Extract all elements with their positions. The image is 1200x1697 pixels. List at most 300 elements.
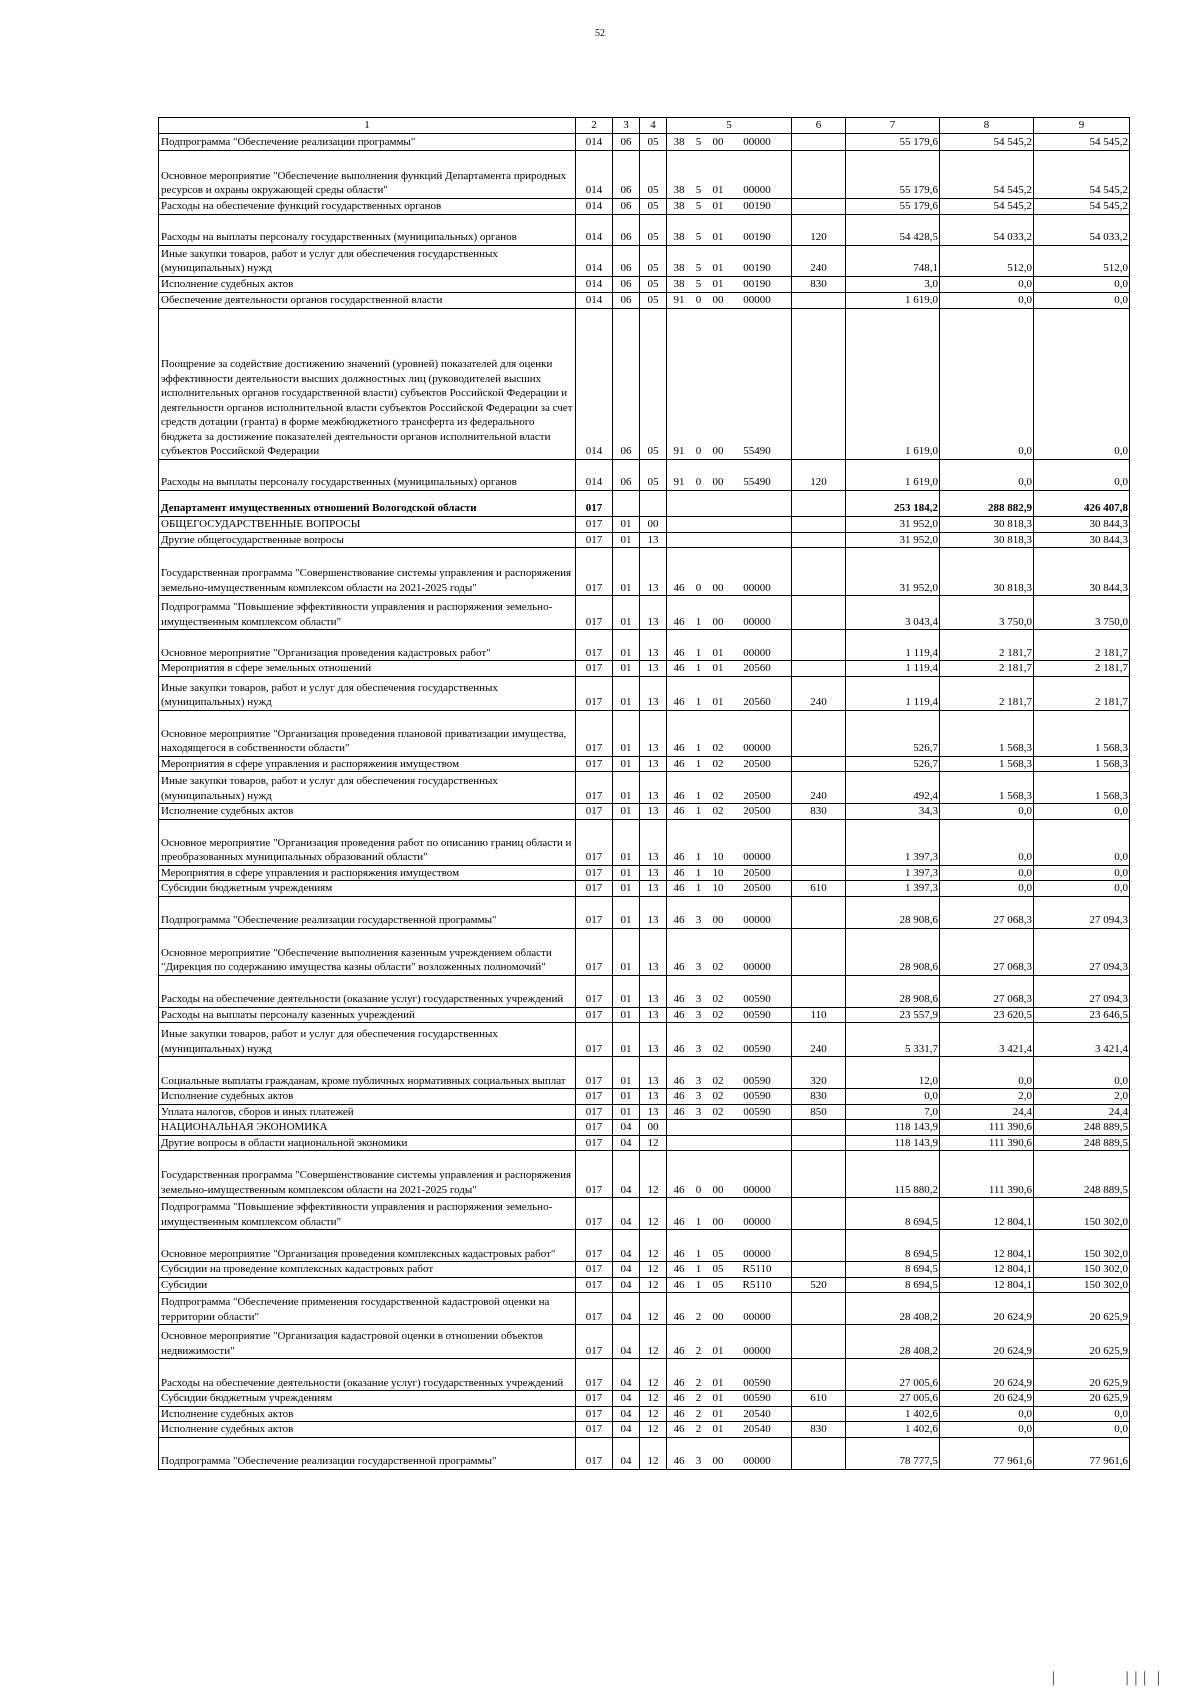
subsection-code-cell: 13 <box>640 630 667 661</box>
target-article-cell <box>667 1406 792 1422</box>
amount-cell-col9: 1 568,3 <box>1034 756 1130 772</box>
target-article-part: 3 <box>695 1090 702 1102</box>
target-article-part: 00 <box>712 615 724 628</box>
target-article-cell <box>667 1277 792 1293</box>
subsection-code-cell: 13 <box>640 676 667 710</box>
subsection-code-cell: 12 <box>640 1230 667 1262</box>
target-article-part: 00190 <box>743 200 771 212</box>
amount-cell-col7: 1 402,6 <box>846 1422 940 1438</box>
amount-cell-col8: 0,0 <box>940 276 1034 292</box>
amount-cell-col8: 20 624,9 <box>940 1293 1034 1325</box>
expense-type-cell <box>792 1437 846 1469</box>
subsection-code-cell: 05 <box>640 276 667 292</box>
target-article-part: 91 <box>673 445 685 457</box>
target-article-part: 20500 <box>743 805 771 817</box>
target-article-cell <box>667 1437 792 1469</box>
section-code-cell: 01 <box>613 630 640 661</box>
amount-cell-col9: 0,0 <box>1034 459 1130 490</box>
section-code-cell: 06 <box>613 214 640 245</box>
target-article-part: 20540 <box>743 1407 771 1420</box>
target-article-part: 46 <box>673 646 685 659</box>
target-article-part: 1 <box>695 1247 702 1260</box>
target-article-part: 5 <box>695 262 702 274</box>
section-code-cell: 04 <box>613 1391 640 1407</box>
section-code-cell: 06 <box>613 133 640 150</box>
target-article-part: 01 <box>712 231 724 243</box>
target-article-cell <box>667 1057 792 1089</box>
target-article-part: 46 <box>673 1090 685 1102</box>
subsection-code-cell: 13 <box>640 1104 667 1120</box>
amount-cell-col7: 34,3 <box>846 804 940 820</box>
amount-cell-col7: 8 694,5 <box>846 1230 940 1262</box>
amount-cell-col9: 2 181,7 <box>1034 676 1130 710</box>
subsection-code-cell: 12 <box>640 1262 667 1278</box>
section-code-cell: 04 <box>613 1422 640 1438</box>
subsection-code-cell: 13 <box>640 756 667 772</box>
amount-cell-col7: 27 005,6 <box>846 1391 940 1407</box>
expense-type-cell <box>792 150 846 198</box>
section-code-cell: 01 <box>613 516 640 532</box>
target-article-part: 00000 <box>743 742 771 754</box>
ministry-code-cell: 017 <box>576 772 613 804</box>
target-article-part: 00000 <box>743 646 771 659</box>
amount-cell-col9: 27 094,3 <box>1034 896 1130 928</box>
row-name-cell: Расходы на обеспечение функций государственных органов <box>159 198 576 214</box>
section-code-cell: 01 <box>613 596 640 630</box>
target-article-part: 02 <box>712 1042 724 1055</box>
section-code-cell: 06 <box>613 198 640 214</box>
ministry-code-cell: 014 <box>576 292 613 308</box>
target-article-cell <box>667 630 792 661</box>
expense-type-cell <box>792 1230 846 1262</box>
subsection-code-cell: 13 <box>640 804 667 820</box>
section-code-cell: 01 <box>613 676 640 710</box>
amount-cell-col7: 55 179,6 <box>846 198 940 214</box>
table-row <box>159 490 1130 516</box>
table-row <box>159 1406 1130 1422</box>
section-code-cell: 01 <box>613 1089 640 1105</box>
target-article-cell <box>667 292 792 308</box>
amount-cell-col7: 7,0 <box>846 1104 940 1120</box>
ministry-code-cell: 017 <box>576 896 613 928</box>
table-row <box>159 276 1130 292</box>
target-article-part: 46 <box>673 851 685 863</box>
expense-type-cell: 830 <box>792 276 846 292</box>
table-row <box>159 532 1130 548</box>
amount-cell-col8: 111 390,6 <box>940 1120 1034 1136</box>
target-article-cell <box>667 1120 792 1136</box>
section-code-cell: 01 <box>613 532 640 548</box>
amount-cell-col9: 0,0 <box>1034 881 1130 897</box>
row-name-cell: Основное мероприятие "Организация проведения комплексных кадастровых работ" <box>159 1230 576 1262</box>
amount-cell-col9: 248 889,5 <box>1034 1120 1130 1136</box>
header-cell: 8 <box>940 118 1034 134</box>
amount-cell-col7: 28 408,2 <box>846 1325 940 1359</box>
budget-table <box>158 117 1130 1470</box>
amount-cell-col8: 0,0 <box>940 459 1034 490</box>
target-article-part: 05 <box>712 1247 724 1260</box>
target-article-part: 55490 <box>743 476 771 488</box>
target-article-part: 1 <box>695 1263 702 1275</box>
target-article-part: 46 <box>673 1407 685 1420</box>
table-row <box>159 772 1130 804</box>
amount-cell-col8: 54 033,2 <box>940 214 1034 245</box>
amount-cell-col7: 28 908,6 <box>846 975 940 1007</box>
amount-cell-col9: 24,4 <box>1034 1104 1130 1120</box>
amount-cell-col9: 20 625,9 <box>1034 1293 1130 1325</box>
target-article-part: 01 <box>712 1423 724 1435</box>
section-code-cell: 01 <box>613 1057 640 1089</box>
target-article-part: 46 <box>673 581 685 594</box>
section-code-cell: 04 <box>613 1359 640 1391</box>
row-name-cell: Исполнение судебных актов <box>159 276 576 292</box>
target-article-cell <box>667 516 792 532</box>
target-article-part: 00 <box>712 445 724 457</box>
subsection-code-cell: 13 <box>640 548 667 596</box>
ministry-code-cell: 017 <box>576 548 613 596</box>
section-code-cell: 01 <box>613 881 640 897</box>
section-code-cell: 04 <box>613 1277 640 1293</box>
section-code-cell: 04 <box>613 1437 640 1469</box>
target-article-cell <box>667 1359 792 1391</box>
amount-cell-col9: 54 033,2 <box>1034 214 1130 245</box>
table-row <box>159 245 1130 276</box>
amount-cell-col8: 0,0 <box>940 292 1034 308</box>
ministry-code-cell: 017 <box>576 1406 613 1422</box>
amount-cell-col7: 27 005,6 <box>846 1359 940 1391</box>
amount-cell-col7: 78 777,5 <box>846 1437 940 1469</box>
target-article-part: 2 <box>695 1310 702 1323</box>
target-article-cell <box>667 150 792 198</box>
target-article-cell <box>667 975 792 1007</box>
target-article-part: 00 <box>712 581 724 594</box>
target-article-part: 01 <box>712 1392 724 1404</box>
target-article-part: 1 <box>695 696 702 708</box>
amount-cell-col8: 12 804,1 <box>940 1198 1034 1230</box>
target-article-part: 3 <box>695 1008 702 1021</box>
expense-type-cell <box>792 975 846 1007</box>
target-article-part: 5 <box>695 231 702 243</box>
target-article-part: 91 <box>673 476 685 488</box>
expense-type-cell: 240 <box>792 245 846 276</box>
subsection-code-cell: 12 <box>640 1437 667 1469</box>
amount-cell-col8: 0,0 <box>940 1406 1034 1422</box>
section-code-cell: 01 <box>613 865 640 881</box>
row-name-cell: Уплата налогов, сборов и иных платежей <box>159 1104 576 1120</box>
ministry-code-cell: 017 <box>576 1057 613 1089</box>
amount-cell-col9: 426 407,8 <box>1034 490 1130 516</box>
target-article-part: 02 <box>712 1008 724 1021</box>
target-article-part: R5110 <box>742 1263 772 1275</box>
subsection-code-cell: 13 <box>640 928 667 975</box>
amount-cell-col8: 54 545,2 <box>940 150 1034 198</box>
amount-cell-col7: 8 694,5 <box>846 1198 940 1230</box>
header-cell: 4 <box>640 118 667 134</box>
table-row <box>159 1057 1130 1089</box>
target-article-part: 46 <box>673 1376 685 1389</box>
expense-type-cell <box>792 661 846 677</box>
row-name-cell: Основное мероприятие "Организация проведения кадастровых работ" <box>159 630 576 661</box>
subsection-code-cell: 12 <box>640 1422 667 1438</box>
ministry-code-cell: 017 <box>576 1198 613 1230</box>
target-article-part: 1 <box>695 662 702 674</box>
subsection-code-cell: 12 <box>640 1293 667 1325</box>
target-article-part: 38 <box>673 200 685 212</box>
target-article-part: 00 <box>712 136 724 148</box>
section-code-cell: 06 <box>613 459 640 490</box>
amount-cell-col7: 118 143,9 <box>846 1135 940 1151</box>
target-article-part: 2 <box>695 1407 702 1420</box>
amount-cell-col7: 31 952,0 <box>846 516 940 532</box>
section-code-cell: 01 <box>613 710 640 756</box>
table-row <box>159 676 1130 710</box>
section-code-cell: 04 <box>613 1406 640 1422</box>
expense-type-cell <box>792 819 846 865</box>
target-article-cell <box>667 1391 792 1407</box>
amount-cell-col9: 20 625,9 <box>1034 1359 1130 1391</box>
table-row <box>159 1277 1130 1293</box>
row-name-cell: Государственная программа "Совершенствование системы управления и распоряжения земельно-имущественным комплексом области на 2021-2025 годы" <box>159 1151 576 1198</box>
target-article-part: 02 <box>712 993 724 1005</box>
amount-cell-col7: 55 179,6 <box>846 150 940 198</box>
amount-cell-col7: 253 184,2 <box>846 490 940 516</box>
target-article-part: 02 <box>712 1090 724 1102</box>
ministry-code-cell: 017 <box>576 1120 613 1136</box>
table-row <box>159 1391 1130 1407</box>
table-row <box>159 865 1130 881</box>
ministry-code-cell: 017 <box>576 1391 613 1407</box>
target-article-cell <box>667 1023 792 1057</box>
header-cell: 9 <box>1034 118 1130 134</box>
ministry-code-cell: 017 <box>576 661 613 677</box>
target-article-part: 00190 <box>743 278 771 290</box>
amount-cell-col7: 0,0 <box>846 1089 940 1105</box>
target-article-part: 5 <box>695 200 702 212</box>
target-article-part: 46 <box>673 1215 685 1228</box>
expense-type-cell <box>792 1325 846 1359</box>
ministry-code-cell: 017 <box>576 1325 613 1359</box>
subsection-code-cell: 12 <box>640 1325 667 1359</box>
section-code-cell: 01 <box>613 772 640 804</box>
header-cell: 2 <box>576 118 613 134</box>
amount-cell-col7: 23 557,9 <box>846 1007 940 1023</box>
row-name-cell: Расходы на выплаты персоналу государственных (муниципальных) органов <box>159 214 576 245</box>
section-code-cell: 06 <box>613 308 640 459</box>
table-row <box>159 150 1130 198</box>
expense-type-cell: 120 <box>792 214 846 245</box>
ministry-code-cell: 017 <box>576 804 613 820</box>
expense-type-cell <box>792 1406 846 1422</box>
expense-type-cell: 120 <box>792 459 846 490</box>
target-article-part: 3 <box>695 993 702 1005</box>
amount-cell-col9: 2 181,7 <box>1034 630 1130 661</box>
target-article-part: 20560 <box>743 662 771 674</box>
target-article-part: 00000 <box>743 581 771 594</box>
target-article-cell <box>667 1230 792 1262</box>
amount-cell-col8: 54 545,2 <box>940 133 1034 150</box>
row-name-cell: Расходы на выплаты персоналу государственных (муниципальных) органов <box>159 459 576 490</box>
ministry-code-cell: 017 <box>576 1135 613 1151</box>
ministry-code-cell: 014 <box>576 133 613 150</box>
amount-cell-col9: 20 625,9 <box>1034 1391 1130 1407</box>
ministry-code-cell: 017 <box>576 516 613 532</box>
target-article-part: 02 <box>712 1105 724 1118</box>
amount-cell-col9: 0,0 <box>1034 1422 1130 1438</box>
amount-cell-col8: 2 181,7 <box>940 676 1034 710</box>
table-row <box>159 1089 1130 1105</box>
target-article-part: 46 <box>673 1423 685 1435</box>
amount-cell-col7: 1 397,3 <box>846 819 940 865</box>
ministry-code-cell: 017 <box>576 710 613 756</box>
expense-type-cell: 610 <box>792 881 846 897</box>
target-article-part: 00000 <box>743 1247 771 1260</box>
table-row <box>159 1437 1130 1469</box>
target-article-part: 1 <box>695 646 702 659</box>
row-name-cell: Исполнение судебных актов <box>159 1406 576 1422</box>
table-row <box>159 1325 1130 1359</box>
target-article-part: 0 <box>695 581 702 594</box>
target-article-cell <box>667 710 792 756</box>
table-row <box>159 630 1130 661</box>
row-name-cell: Основное мероприятие "Организация проведения плановой приватизации имущества, находящегося в собственности области" <box>159 710 576 756</box>
amount-cell-col8: 12 804,1 <box>940 1262 1034 1278</box>
ministry-code-cell: 017 <box>576 975 613 1007</box>
row-name-cell: Государственная программа "Совершенствование системы управления и распоряжения земельно-имущественным комплексом области на 2021-2025 годы" <box>159 548 576 596</box>
expense-type-cell <box>792 1198 846 1230</box>
subsection-code-cell: 05 <box>640 198 667 214</box>
amount-cell-col7: 3,0 <box>846 276 940 292</box>
row-name-cell: Основное мероприятие "Организация кадастровой оценки в отношении объектов недвижимости" <box>159 1325 576 1359</box>
target-article-part: 00 <box>712 294 724 306</box>
target-article-cell <box>667 865 792 881</box>
table-row <box>159 756 1130 772</box>
target-article-cell <box>667 1293 792 1325</box>
amount-cell-col9: 3 750,0 <box>1034 596 1130 630</box>
target-article-part: 20500 <box>743 789 771 802</box>
budget-table-container <box>158 117 1129 1470</box>
section-code-cell: 06 <box>613 245 640 276</box>
target-article-part: 1 <box>695 851 702 863</box>
target-article-cell <box>667 1104 792 1120</box>
target-article-part: 01 <box>712 200 724 212</box>
section-code-cell: 04 <box>613 1325 640 1359</box>
target-article-part: 46 <box>673 914 685 926</box>
target-article-part: 10 <box>712 851 724 863</box>
table-row <box>159 1007 1130 1023</box>
section-code-cell: 04 <box>613 1293 640 1325</box>
target-article-part: 46 <box>673 866 685 879</box>
target-article-part: 46 <box>673 1344 685 1357</box>
subsection-code-cell: 12 <box>640 1359 667 1391</box>
table-header-row <box>159 118 1130 134</box>
target-article-part: 38 <box>673 278 685 290</box>
target-article-part: 0 <box>695 1183 702 1196</box>
section-code-cell: 01 <box>613 819 640 865</box>
target-article-part: 01 <box>712 278 724 290</box>
ministry-code-cell: 017 <box>576 596 613 630</box>
table-row <box>159 710 1130 756</box>
amount-cell-col9: 2,0 <box>1034 1089 1130 1105</box>
expense-type-cell: 520 <box>792 1277 846 1293</box>
target-article-part: 00590 <box>743 1042 771 1055</box>
expense-type-cell <box>792 710 846 756</box>
amount-cell-col9: 1 568,3 <box>1034 710 1130 756</box>
ministry-code-cell: 017 <box>576 1437 613 1469</box>
subsection-code-cell: 05 <box>640 214 667 245</box>
ministry-code-cell: 017 <box>576 532 613 548</box>
subsection-code-cell: 13 <box>640 865 667 881</box>
amount-cell-col9: 27 094,3 <box>1034 975 1130 1007</box>
amount-cell-col7: 526,7 <box>846 756 940 772</box>
subsection-code-cell: 13 <box>640 1007 667 1023</box>
row-name-cell: Основное мероприятие "Организация проведения работ по описанию границ области и преобразованных муниципальных образований области" <box>159 819 576 865</box>
row-name-cell: Подпрограмма "Обеспечение реализации государственной программы" <box>159 896 576 928</box>
expense-type-cell <box>792 1135 846 1151</box>
row-name-cell: Расходы на выплаты персоналу казенных учреждений <box>159 1007 576 1023</box>
target-article-part: 1 <box>695 789 702 802</box>
subsection-code-cell: 13 <box>640 772 667 804</box>
amount-cell-col9: 54 545,2 <box>1034 198 1130 214</box>
amount-cell-col9: 0,0 <box>1034 1057 1130 1089</box>
target-article-part: 2 <box>695 1423 702 1435</box>
target-article-part: 01 <box>712 184 724 196</box>
subsection-code-cell: 13 <box>640 881 667 897</box>
page-number: 52 <box>595 28 605 39</box>
expense-type-cell <box>792 532 846 548</box>
amount-cell-col9: 30 844,3 <box>1034 532 1130 548</box>
row-name-cell: НАЦИОНАЛЬНАЯ ЭКОНОМИКА <box>159 1120 576 1136</box>
target-article-part: 46 <box>673 805 685 817</box>
subsection-code-cell: 13 <box>640 596 667 630</box>
target-article-part: 00590 <box>743 1008 771 1021</box>
target-article-cell <box>667 804 792 820</box>
target-article-part: 46 <box>673 1392 685 1404</box>
table-row <box>159 516 1130 532</box>
ministry-code-cell: 017 <box>576 1089 613 1105</box>
amount-cell-col9: 0,0 <box>1034 292 1130 308</box>
row-name-cell: Иные закупки товаров, работ и услуг для обеспечения государственных (муниципальных) нужд <box>159 245 576 276</box>
target-article-part: 46 <box>673 615 685 628</box>
target-article-part: 46 <box>673 1042 685 1055</box>
subsection-code-cell: 12 <box>640 1391 667 1407</box>
target-article-cell <box>667 1135 792 1151</box>
target-article-part: 00590 <box>743 1074 771 1087</box>
amount-cell-col7: 1 119,4 <box>846 676 940 710</box>
table-row <box>159 459 1130 490</box>
ministry-code-cell: 017 <box>576 1104 613 1120</box>
target-article-part: 00000 <box>743 136 771 148</box>
row-name-cell: Субсидии бюджетным учреждениям <box>159 1391 576 1407</box>
ministry-code-cell: 017 <box>576 1023 613 1057</box>
table-row <box>159 596 1130 630</box>
amount-cell-col8: 111 390,6 <box>940 1135 1034 1151</box>
target-article-cell <box>667 1007 792 1023</box>
table-row <box>159 308 1130 459</box>
target-article-part: 5 <box>695 184 702 196</box>
target-article-part: 1 <box>695 757 702 770</box>
subsection-code-cell: 13 <box>640 532 667 548</box>
target-article-part: 46 <box>673 882 685 894</box>
target-article-part: 00 <box>712 914 724 926</box>
target-article-part: 46 <box>673 662 685 674</box>
target-article-part: 05 <box>712 1278 724 1291</box>
row-name-cell: Департамент имущественных отношений Вологодской области <box>159 490 576 516</box>
amount-cell-col7: 8 694,5 <box>846 1262 940 1278</box>
subsection-code-cell: 13 <box>640 819 667 865</box>
section-code-cell: 06 <box>613 150 640 198</box>
section-code-cell: 04 <box>613 1120 640 1136</box>
target-article-part: 20500 <box>743 882 771 894</box>
